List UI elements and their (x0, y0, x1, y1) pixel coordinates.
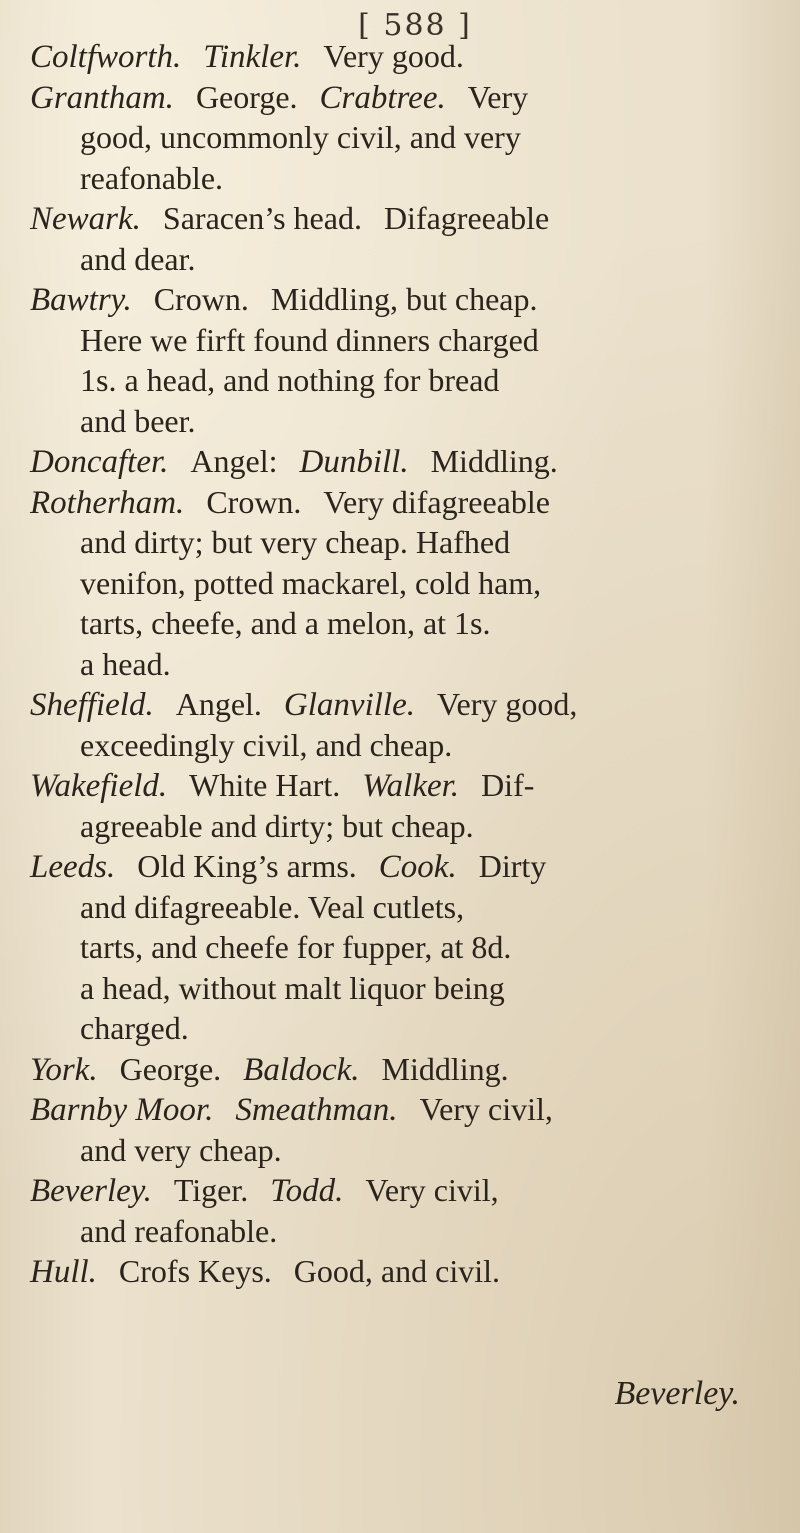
entry-remark: Middling, but cheap. (270, 281, 538, 317)
entry-remark: Very (467, 78, 529, 115)
entry-innkeeper: Dunbill. (299, 444, 409, 480)
entry-innkeeper: Cook. (378, 849, 457, 885)
entry-remark-continuation: Here we firft found dinners charged (80, 321, 539, 358)
entry-line (30, 1091, 553, 1129)
entry-place: Beverley. (30, 1173, 152, 1209)
entry-remark: Middling. (381, 1050, 509, 1087)
entry-continuation-line (80, 727, 452, 765)
entry-continuation-line (80, 160, 223, 198)
entry-remark-continuation: good, uncommonly civil, and very (80, 119, 521, 155)
entry-innkeeper: Crabtree. (319, 79, 446, 116)
entry-remark: Good, and civil. (293, 1253, 500, 1289)
entry-continuation-line (80, 524, 510, 562)
entry-remark-continuation: tarts, and cheefe for fupper, at 8d. (80, 929, 512, 965)
entry-remark: Very good, (436, 686, 578, 722)
entry-inn: Angel: (190, 443, 278, 479)
entry-place: Hull. (30, 1254, 97, 1290)
entry-remark-continuation: a head. (80, 645, 171, 682)
entry-remark-continuation: agreeable and dirty; but cheap. (80, 807, 474, 844)
entry-line (30, 848, 546, 886)
entry-remark-continuation: exceedingly civil, and cheap. (80, 726, 453, 763)
entry-line (30, 79, 528, 117)
entry-remark-continuation: and dirty; but very cheap. Hafhed (80, 524, 511, 560)
entry-place: Newark. (30, 201, 141, 237)
entry-line (30, 1172, 499, 1210)
entry-remark-continuation: reafonable. (80, 159, 224, 196)
entry-line (30, 484, 550, 522)
entry-line (30, 1253, 500, 1291)
entry-remark-continuation: tarts, cheefe, and a melon, at 1s. (80, 605, 491, 641)
entry-line (30, 281, 538, 319)
entry-remark: Dirty (478, 848, 547, 884)
entry-continuation-line (80, 970, 505, 1008)
entry-continuation-line (80, 1132, 282, 1170)
entry-inn: Crofs Keys. (118, 1253, 272, 1289)
entry-remark-continuation: a head, without malt liquor being (80, 969, 505, 1006)
entry-line (30, 686, 577, 724)
entry-inn: George. (119, 1050, 222, 1087)
entry-remark-continuation: and dear. (80, 240, 196, 277)
entry-inn: Tiger. (173, 1172, 249, 1208)
entry-remark-continuation: charged. (80, 1010, 189, 1046)
entry-remark-continuation: and reafonable. (80, 1212, 278, 1249)
entry-remark: Very civil, (419, 1091, 553, 1127)
entry-remark: Very civil, (365, 1172, 499, 1208)
entry-innkeeper: Tinkler. (203, 39, 302, 75)
entry-inn: Crown. (206, 483, 302, 520)
entry-continuation-line (80, 322, 539, 360)
entry-continuation-line (80, 403, 196, 441)
entry-place: Barnby Moor. (30, 1092, 214, 1128)
entry-line (30, 443, 558, 481)
entry-place: York. (30, 1051, 98, 1088)
entry-place: Doncafter. (30, 444, 169, 480)
entry-continuation-line (80, 646, 171, 684)
entry-inn: White Hart. (189, 767, 341, 803)
entry-continuation-line (80, 929, 511, 967)
entry-place: Leeds. (30, 849, 116, 885)
entry-innkeeper: Glanville. (283, 687, 415, 723)
entry-inn: George. (195, 78, 298, 115)
entry-continuation-line (80, 119, 521, 157)
entry-innkeeper: Walker. (362, 768, 460, 804)
entry-inn: Crown. (153, 281, 249, 317)
entry-remark-continuation: and difagreeable. Veal cutlets, (80, 888, 465, 925)
entry-remark-continuation: venifon, potted mackarel, cold ham, (80, 564, 542, 601)
entry-innkeeper: Baldock. (243, 1051, 360, 1088)
entry-innkeeper: Todd. (270, 1173, 344, 1209)
entry-continuation-line (80, 362, 499, 400)
catchword: Beverley. (614, 1375, 740, 1412)
entry-line (30, 1051, 509, 1089)
entry-inn: Old King’s arms. (137, 848, 357, 884)
page-number-text: [ 588 ] (358, 8, 472, 43)
entry-remark: Very difagreeable (323, 483, 550, 520)
entry-continuation-line (80, 889, 464, 927)
entry-continuation-line (80, 1213, 277, 1251)
entry-continuation-line (80, 605, 491, 643)
entry-place: Coltfworth. (30, 39, 182, 75)
entry-remark-continuation: and very cheap. (80, 1131, 282, 1168)
entry-place: Wakefield. (30, 768, 168, 804)
entry-inn: Saracen’s head. (162, 200, 362, 236)
entry-remark: Dif- (481, 767, 535, 803)
entry-innkeeper: Smeathman. (235, 1092, 398, 1128)
entry-inn: Angel. (175, 686, 262, 722)
entry-remark: Difagreeable (383, 200, 550, 236)
entry-line (30, 200, 549, 238)
entry-remark-continuation: and beer. (80, 402, 196, 439)
entry-continuation-line (80, 565, 541, 603)
entry-continuation-line (80, 241, 196, 279)
entry-continuation-line (80, 808, 474, 846)
entry-place: Sheffield. (30, 687, 154, 723)
entry-place: Rotherham. (30, 484, 185, 521)
entry-remark: Middling. (430, 443, 558, 479)
entry-line (30, 767, 534, 805)
entry-remark-continuation: 1s. a head, and nothing for bread (80, 362, 500, 398)
entry-remark: Very good. (323, 38, 464, 74)
entry-place: Bawtry. (30, 282, 132, 318)
entry-continuation-line (80, 1010, 189, 1048)
entry-place: Grantham. (30, 79, 174, 116)
entry-line (30, 38, 464, 76)
